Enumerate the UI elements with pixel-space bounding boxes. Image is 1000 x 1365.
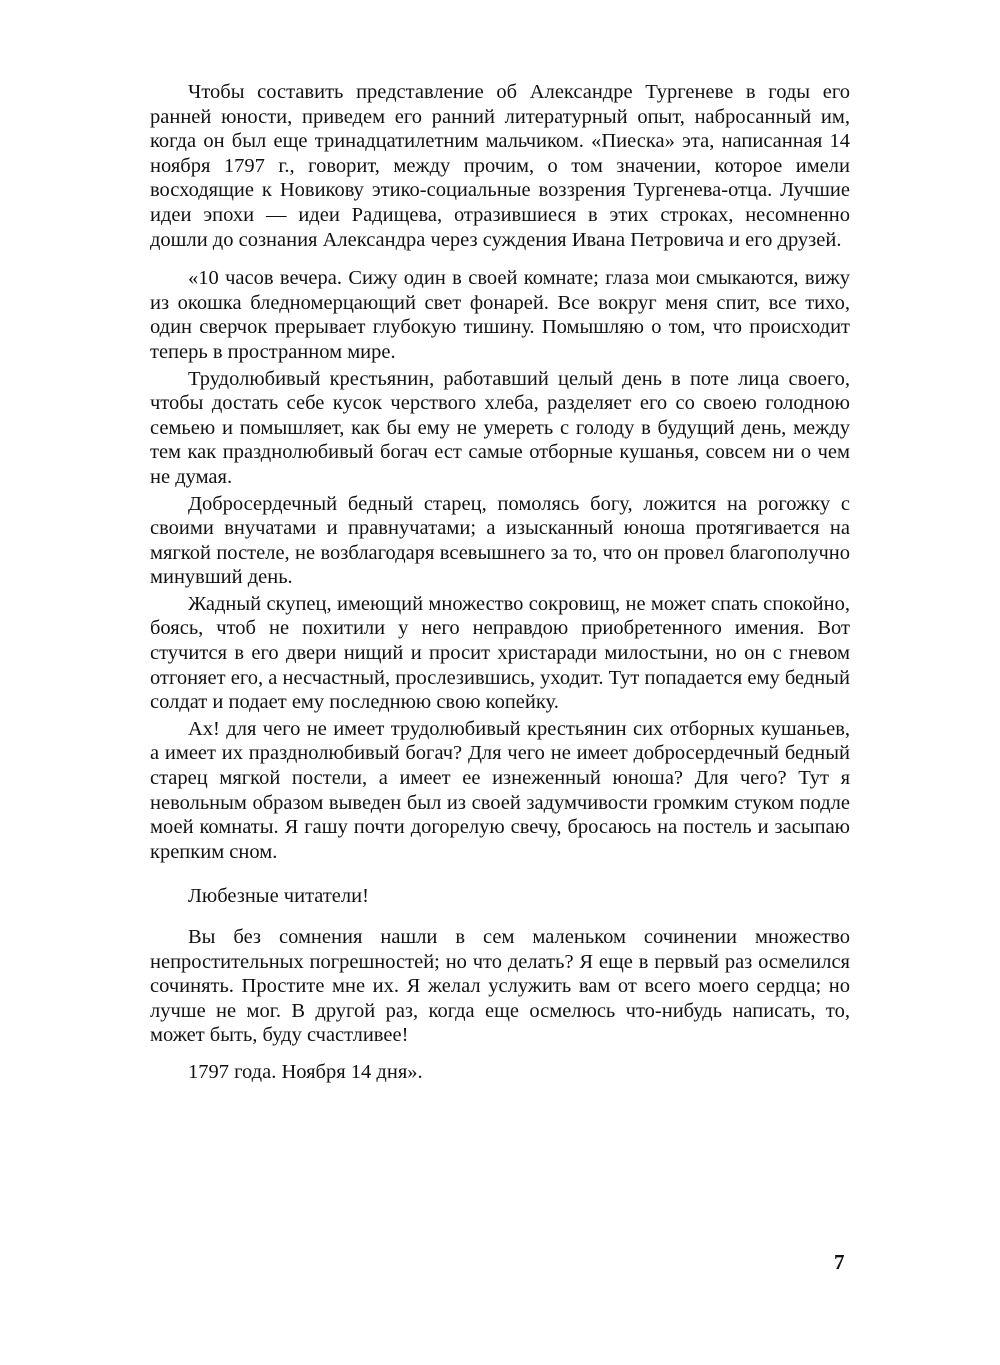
quote-paragraph-1: «10 часов вечера. Сижу один в своей комнате; глаза мои смыкаются, вижу из окошка бледномерцающий свет фонарей. Все вокруг меня спит, все тихо, один сверчок прерывает глубокую тишину. Помышляю о том, что происходит теперь в пространном мире. [150, 267, 850, 363]
page-body [150, 80, 850, 1085]
date-signature: 1797 года. Ноября 14 дня». [188, 1060, 423, 1083]
quote-paragraph-4: Жадный скупец, имеющий множество сокровищ, не может спать спокойно, боясь, чтоб не похитили у него неправдою приобретенного имения. Вот стучится в его двери нищий и просит христаради милостыни, но он с гневом отгоняет его, а несчастный, прослезившись, уходит. Тут попадается ему бедный солдат и подает ему последнюю свою копейку. [150, 592, 850, 714]
page-number: 7 [834, 1250, 845, 1274]
closing-paragraph: Вы без сомнения нашли в сем маленьком сочинении множество непростительных погрешностей; но что делать? Я еще в первый раз осмелился сочинять. Простите мне их. Я желал услужить вам от всего моего сердца; но лучше не мог. В другой раз, когда еще осмелюсь что-нибудь написать, то, может быть, буду счастливее! [150, 926, 850, 1047]
quote-paragraph-2: Трудолюбивый крестьянин, работавший целый день в поте лица своего, чтобы достать себе кусок черствого хлеба, разделяет его со своею голодною семьею и помышляет, как бы ему не умереть с голоду в будущий день, между тем как празднолюбивый богач ест самые отборные кушанья, совсем ни о чем не думая. [150, 367, 850, 488]
intro-paragraph: Чтобы составить представление об Александре Тургеневе в годы его ранней юности, приведем его ранний литературный опыт, набросанный им, когда он был еще тринадцатилетним мальчиком. «Пиеска» эта, написанная 14 ноября 1797 г., говорит, между прочим, о том значении, которое имели восходящие к Новикову этико-социальные воззрения Тургенева-отца. Лучшие идеи эпохи — идеи Радищева, отразившиеся в этих строках, несомненно дошли до сознания Александра через суждения Ивана Петровича и его друзей. [150, 81, 850, 251]
quote-paragraph-3: Добросердечный бедный старец, помолясь богу, ложится на рогожку с своими внучатами и правнучатами; а изысканный юноша протягивается на мягкой постеле, не возблагодаря всевышнего за то, что он провел благополучно минувший день. [150, 492, 850, 589]
reader-address: Любезные читатели! [188, 885, 369, 908]
quote-paragraph-5: Ах! для чего не имеет трудолюбивый крестьянин сих отборных кушаньев, а имеет их празднолюбивый богач? Для чего не имеет добросердечный бедный старец мягкой постели, а имеет ее изнеженный юноша? Для чего? Тут я невольным образом выведен был из своей задумчивости громким стуком подле моей комнаты. Я гашу почти догорелую свечу, бросаюсь на постель и засыпаю крепким сном. [150, 717, 850, 863]
